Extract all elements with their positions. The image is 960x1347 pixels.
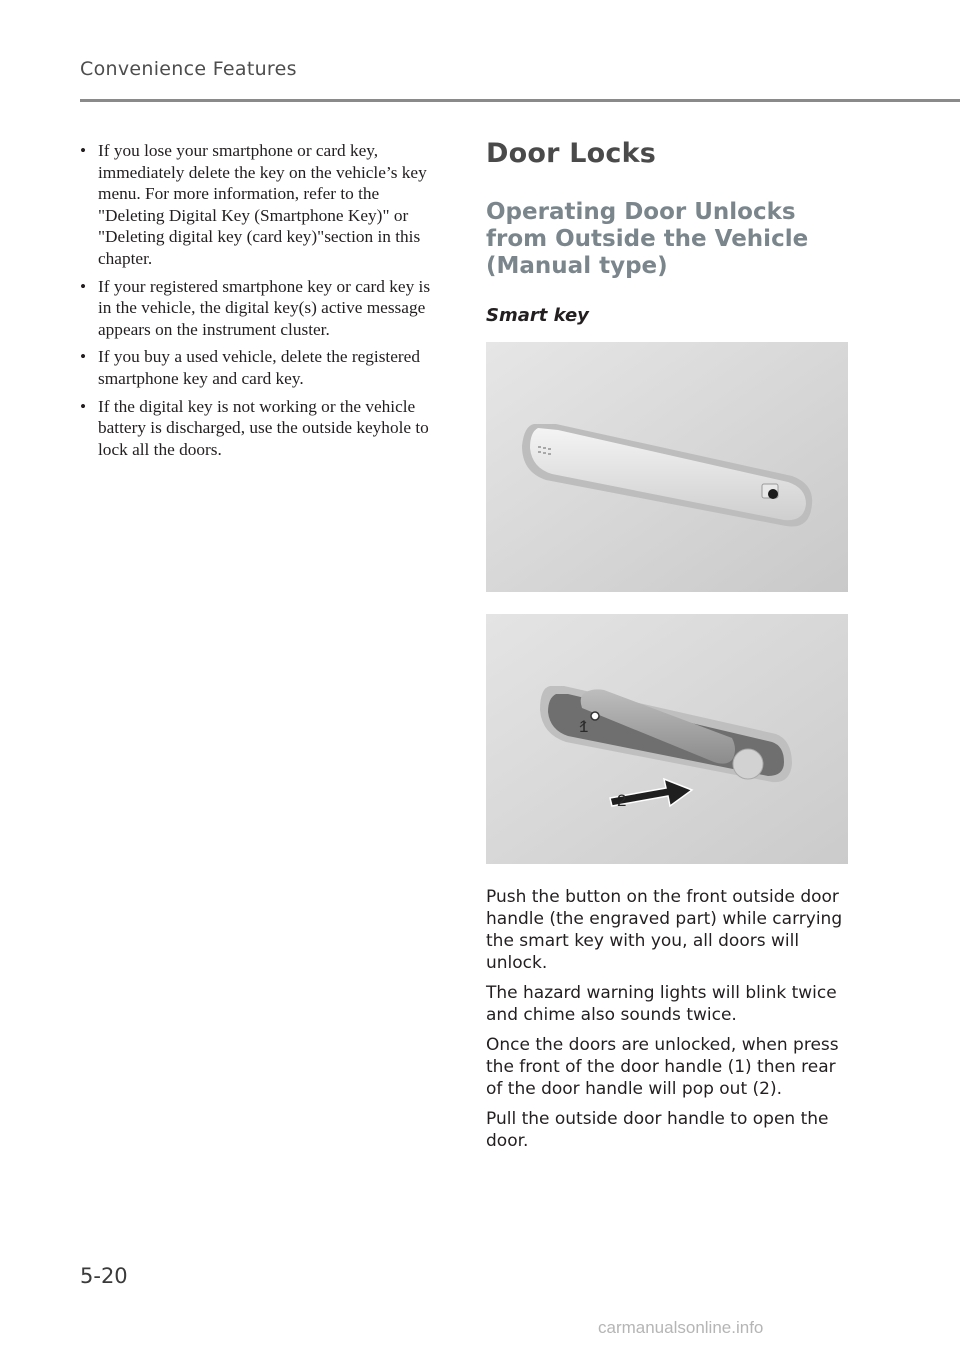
paragraph: The hazard warning lights will blink twice and chime also sounds twice. [486, 983, 837, 1025]
door-handle-popped-figure [486, 614, 848, 864]
bullet-item: • If you lose your smartphone or card key, immediately delete the key on the vehicle’s key menu. For more information, refer to the "Deleting Digital Key (Smartphone Key)" or "Deleting digital key (card key)"section in this chapter. [78, 140, 443, 270]
callout-2: 2 [617, 791, 627, 810]
watermark: carmanualsonline.info [598, 1318, 764, 1337]
paragraph: Once the doors are unlocked, when press the front of the door handle (1) then rear of the door handle will pop out (2). [486, 1035, 839, 1099]
bullet-list [78, 140, 443, 460]
page-header-title: Convenience Features [80, 58, 297, 80]
paragraph: Push the button on the front outside door handle (the engraved part) while carrying the smart key with you, all doors will unlock. [486, 887, 843, 973]
left-column [78, 140, 443, 466]
right-column [486, 138, 850, 1160]
door-handle-closed-illustration [486, 342, 848, 592]
door-handle-popped-illustration [486, 614, 848, 864]
page-number: 5-20 [80, 1264, 128, 1288]
bullet-item: • If your registered smartphone key or card key is in the vehicle, the digital key(s) active message appears on the instrument cluster. [78, 276, 443, 341]
subsection-title: Operating Door Unlocks from Outside the Vehicle (Manual type) [486, 199, 809, 279]
bullet-item: • If you buy a used vehicle, delete the registered smartphone key and card key. [78, 346, 443, 389]
door-handle-closed-figure [486, 342, 848, 592]
sub-subsection-title: Smart key [486, 305, 589, 326]
bullet-item: • If the digital key is not working or the vehicle battery is discharged, use the outside keyhole to lock all the doors. [78, 396, 443, 461]
header-divider [80, 99, 960, 102]
instruction-text [486, 886, 850, 1152]
section-title: Door Locks [486, 138, 657, 169]
paragraph: Pull the outside door handle to open the door. [486, 1109, 829, 1151]
callout-1: 1 [579, 717, 589, 736]
